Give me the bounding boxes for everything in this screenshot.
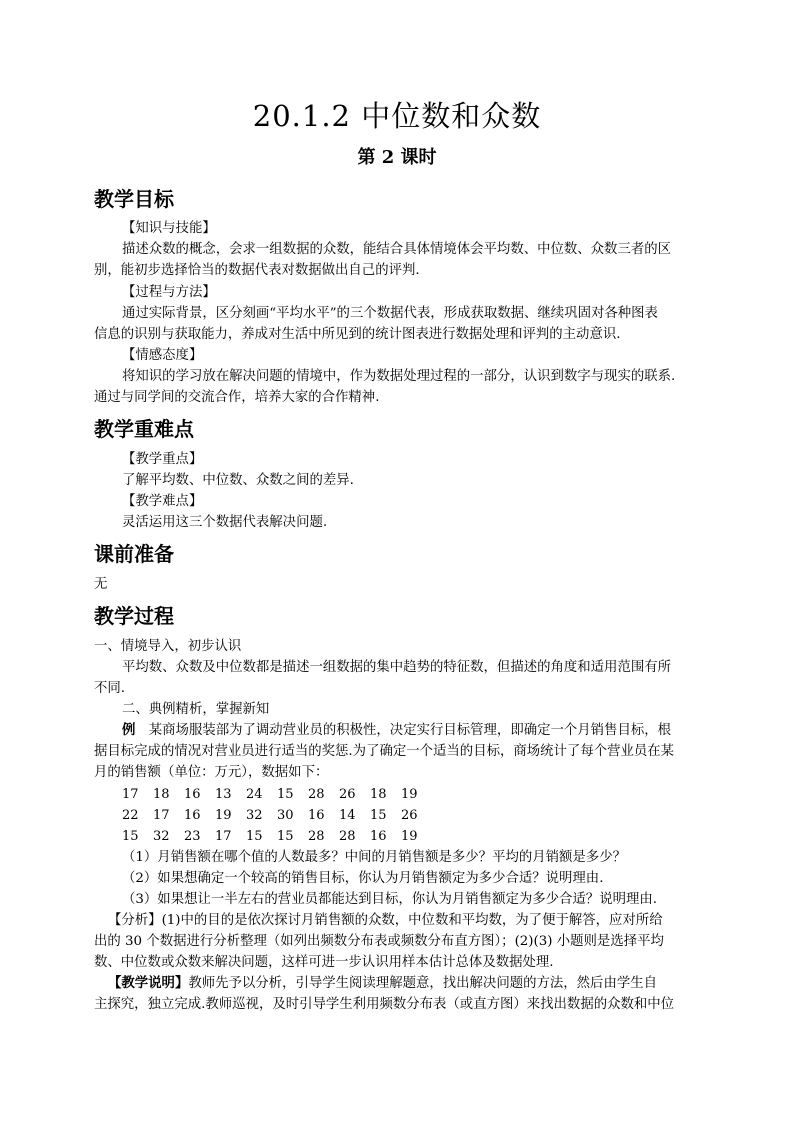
data-cell: 28 bbox=[339, 829, 356, 844]
data-cell: 26 bbox=[401, 808, 418, 823]
data-cell: 15 bbox=[246, 829, 263, 844]
data-cell: 17 bbox=[153, 808, 170, 823]
data-cell: 16 bbox=[308, 808, 325, 823]
example-line-2: 据目标完成的情况对营业员进行适当的奖惩.为了确定一个适当的目标，商场统计了每个营业员在某 bbox=[94, 744, 675, 759]
knowledge-label: 【知识与技能】 bbox=[122, 221, 216, 236]
focus-label: 【教学重点】 bbox=[122, 452, 203, 467]
emotion-line-2: 通过与同学间的交流合作，培养大家的合作精神. bbox=[94, 390, 380, 405]
heading-objectives: 教学目标 bbox=[94, 187, 174, 211]
heading-key-points: 教学重难点 bbox=[94, 417, 194, 441]
question-3: （3）如果想让一半左右的营业员都能达到目标，你认为月销售额定为多少合适？说明理由. bbox=[122, 892, 658, 907]
data-cell: 14 bbox=[339, 808, 356, 823]
data-row bbox=[122, 826, 432, 847]
data-cell: 26 bbox=[339, 787, 356, 802]
part2-title: 二、典例精析，掌握新知 bbox=[122, 702, 270, 717]
part1-line-1: 平均数、众数及中位数都是描述一组数据的集中趋势的特征数，但描述的角度和适用范围有所 bbox=[122, 660, 672, 675]
heading-preparation: 课前准备 bbox=[94, 542, 174, 566]
difficulty-text: 灵活运用这三个数据代表解决问题. bbox=[122, 515, 328, 530]
analysis-text-1: (1)中的目的是依次探讨月销售额的众数，中位数和平均数，为了便于解答，应对所给 bbox=[161, 913, 663, 928]
knowledge-line-1: 描述众数的概念，会求一组数据的众数，能结合具体情境体会平均数、中位数、众数三者的区 bbox=[122, 242, 672, 257]
process-line-1: 通过实际背景，区分刻画“平均水平”的三个数据代表，形成获取数据、继续巩固对各种图表 bbox=[122, 306, 658, 321]
data-cell: 28 bbox=[308, 829, 325, 844]
analysis-label: 【分析】 bbox=[108, 913, 162, 928]
part1-line-2: 不同. bbox=[94, 681, 126, 696]
question-1: （1）月销售额在哪个值的人数最多？中间的月销售额是多少？平均的月销额是多少？ bbox=[122, 850, 626, 865]
part1-title: 一、情境导入，初步认识 bbox=[94, 639, 242, 654]
difficulty-label: 【教学难点】 bbox=[122, 494, 203, 509]
data-cell: 18 bbox=[153, 787, 170, 802]
data-row bbox=[122, 805, 432, 826]
analysis-line-3: 数、中位数或众数来解决问题，这样可进一步认识用样本估计总体及数据处理. bbox=[94, 955, 554, 970]
data-cell: 17 bbox=[122, 787, 139, 802]
data-cell: 23 bbox=[184, 829, 201, 844]
data-cell: 16 bbox=[184, 808, 201, 823]
process-line-2: 信息的识别与获取能力，养成对生活中所见到的统计图表进行数据处理和评判的主动意识. bbox=[94, 327, 621, 342]
data-cell: 16 bbox=[184, 787, 201, 802]
page-title: 20.1.2 中位数和众数 bbox=[252, 99, 542, 133]
process-label: 【过程与方法】 bbox=[122, 285, 216, 300]
data-cell: 17 bbox=[215, 829, 232, 844]
data-cell: 19 bbox=[401, 787, 418, 802]
note-text-1: 教师先予以分析，引导学生阅读理解题意，找出解决问题的方法，然后由学生自 bbox=[188, 976, 658, 991]
data-cell: 24 bbox=[246, 787, 263, 802]
example-label: 例 bbox=[122, 722, 136, 738]
analysis-line-1 bbox=[108, 910, 720, 931]
data-cell: 32 bbox=[153, 829, 170, 844]
example-line-3: 月的销售额（单位：万元），数据如下： bbox=[94, 765, 329, 780]
page-subtitle: 第 2 课时 bbox=[357, 147, 437, 168]
data-cell: 16 bbox=[370, 829, 387, 844]
data-cell: 28 bbox=[308, 787, 325, 802]
note-line-1 bbox=[108, 973, 720, 994]
data-cell: 18 bbox=[370, 787, 387, 802]
data-cell: 32 bbox=[246, 808, 263, 823]
data-cell: 22 bbox=[122, 808, 139, 823]
emotion-label: 【情感态度】 bbox=[122, 348, 203, 363]
heading-process: 教学过程 bbox=[94, 604, 174, 628]
question-2: （2）如果想确定一个较高的销售目标，你认为月销售额定为多少合适？说明理由. bbox=[122, 871, 604, 886]
data-cell: 15 bbox=[277, 829, 294, 844]
data-row bbox=[122, 784, 432, 805]
data-cell: 19 bbox=[401, 829, 418, 844]
note-label: 【教学说明】 bbox=[108, 975, 189, 991]
knowledge-line-2: 别，能初步选择恰当的数据代表对数据做出自己的评判. bbox=[94, 263, 420, 278]
data-cell: 19 bbox=[215, 808, 232, 823]
analysis-line-2: 出的 30 个数据进行分析整理（如列出频数分布表或频数分布直方图）；(2)(3) 小题则是选择平均 bbox=[94, 934, 664, 949]
data-cell: 15 bbox=[370, 808, 387, 823]
preparation-text: 无 bbox=[94, 577, 108, 592]
data-cell: 15 bbox=[122, 829, 139, 844]
data-cell: 30 bbox=[277, 808, 294, 823]
emotion-line-1: 将知识的学习放在解决问题的情境中，作为数据处理过程的一部分，认识到数字与现实的联系. bbox=[122, 369, 676, 384]
note-line-2: 主探究，独立完成.教师巡视，及时引导学生利用频数分布表（或直方图）来找出数据的众数和中位 bbox=[94, 997, 675, 1012]
data-cell: 15 bbox=[277, 787, 294, 802]
example-text-1: 某商场服装部为了调动营业员的积极性，决定实行目标管理，即确定一个月销售目标，根 bbox=[148, 723, 672, 738]
example-line-1 bbox=[122, 720, 734, 741]
data-cell: 13 bbox=[215, 787, 232, 802]
focus-text: 了解平均数、中位数、众数之间的差异. bbox=[122, 473, 354, 488]
